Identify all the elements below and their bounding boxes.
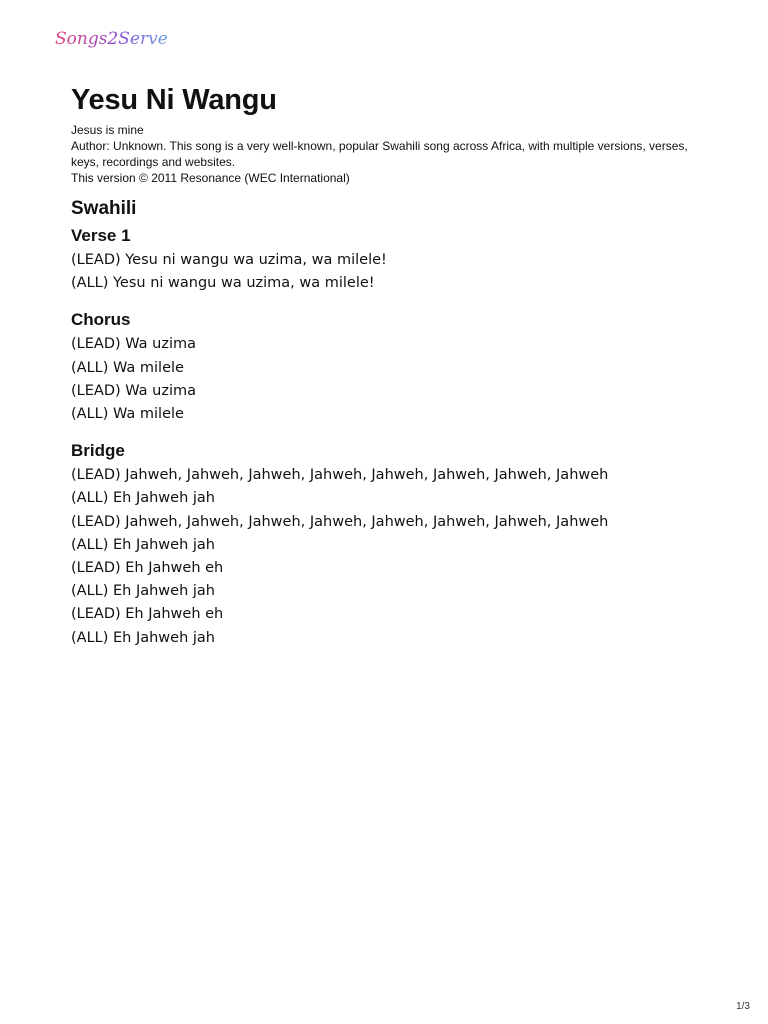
- lyric-lines: [71, 333, 711, 426]
- logo-text: Songs2Serve: [55, 29, 168, 49]
- song-section: [71, 225, 711, 295]
- lyric-line: (ALL) Wa milele: [71, 406, 184, 423]
- language-heading: Swahili: [71, 198, 137, 219]
- lyric-line: (ALL) Yesu ni wangu wa uzima, wa milele!: [71, 275, 375, 292]
- lyric-line: (LEAD) Eh Jahweh eh: [71, 606, 224, 623]
- logo-graphic: [54, 22, 168, 56]
- lyric-line: (LEAD) Wa uzima: [71, 382, 196, 399]
- song-meta: [71, 122, 711, 186]
- lyric-line: (LEAD) Eh Jahweh eh: [71, 560, 224, 577]
- songs2serve-logo: [54, 22, 168, 56]
- lyric-line: (ALL) Eh Jahweh jah: [71, 490, 215, 507]
- lyric-lines: [71, 249, 711, 295]
- song-title: Yesu Ni Wangu: [71, 84, 277, 116]
- lyric-line: (ALL) Eh Jahweh jah: [71, 629, 215, 646]
- song-section: [71, 309, 711, 426]
- lyric-line: (LEAD) Yesu ni wangu wa uzima, wa milele!: [71, 252, 387, 268]
- song-sections: [71, 225, 711, 650]
- lyric-line: (LEAD) Jahweh, Jahweh, Jahweh, Jahweh, Jahweh, Jahweh, Jahweh, Jahweh: [71, 467, 609, 484]
- page-number: 1/3: [736, 1001, 750, 1012]
- lyric-lines: [71, 464, 711, 650]
- author-note: Author: Unknown. This song is a very well-known, popular Swahili song across Africa, with multiple versions, verses, keys, recordings and websites.: [71, 139, 688, 169]
- song-sheet: [71, 80, 711, 664]
- song-section: [71, 440, 711, 650]
- section-heading: Chorus: [71, 310, 131, 330]
- lyric-line: (ALL) Eh Jahweh jah: [71, 583, 215, 600]
- lyric-line: (ALL) Eh Jahweh jah: [71, 536, 215, 553]
- lyric-line: (LEAD) Wa uzima: [71, 336, 196, 353]
- section-heading: Verse 1: [71, 226, 131, 245]
- section-heading: Bridge: [71, 441, 125, 461]
- lyric-line: (ALL) Wa milele: [71, 359, 184, 376]
- copyright-note: This version © 2011 Resonance (WEC International): [71, 171, 350, 185]
- song-subtitle: Jesus is mine: [71, 123, 144, 137]
- lyric-line: (LEAD) Jahweh, Jahweh, Jahweh, Jahweh, Jahweh, Jahweh, Jahweh, Jahweh: [71, 513, 609, 530]
